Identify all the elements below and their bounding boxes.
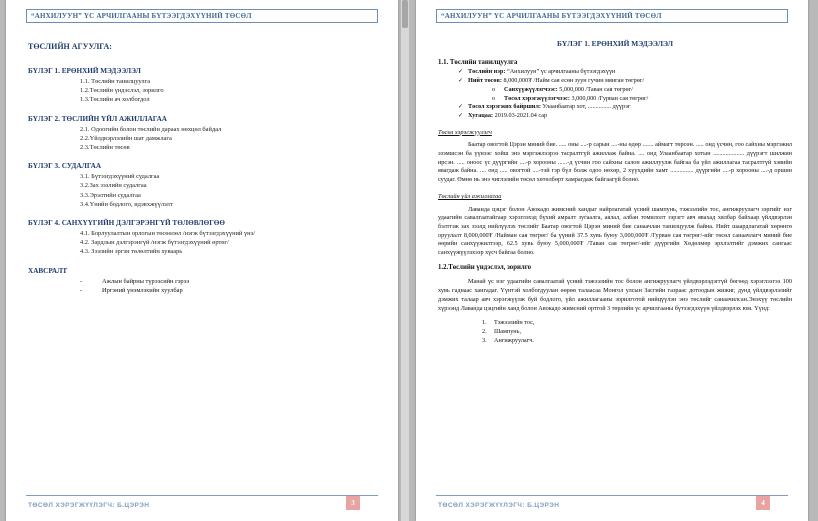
page-header: “АНХИЛУУН” ҮС АРЧИЛГААНЫ БҮТЭЭГДЭХҮҮНИЙ ТӨСӨЛ <box>436 9 788 23</box>
bullet-item: ✓ Төслийн нэр: “Анхилуун” үс арчилгааны бүтээгдэхүүн <box>458 68 616 76</box>
sub-bullet-item: o Санхүүжүүлэгчээс: 5,000,000 /Таван сая төгрөг/ <box>492 85 633 93</box>
chapter-title: БҮЛЭГ 1. ЕРӨНХИЙ МЭДЭЭЛЭЛ <box>556 39 674 48</box>
section-heading: 1.2.Төслийн үндэслэл, зорилго <box>438 263 532 271</box>
table-of-contents <box>28 42 378 295</box>
paragraph: Манай үс нэг удаагийн савалгаатай үсний тэжээлийн тос болон ангижруулагч үйлдвэрлэдэггүй бөгөөд хэрэглээгээ 100 хувь гаднаас хангадаг. Үүнтэй холбогдуулан өөрөө талаасаа Монгол улсын Засгийн газраас дотоодын жижиг, дунд үйлдвэрлэлийг дэмжих талаар авч хэрэгжүүлж буй бодлого, үйл ажиллагааны зорилготой нийцүүлэн энэ төслийг санаачилсан.Энэхүү төслийн хүрээнд Лаванда цэцгийн ханд болон Авокадо жимсний ортгой 3 төрлийн үс арчилгааны бүтээгдэхүүн үйлдвэрлэх юм. Үүнд: <box>438 278 792 312</box>
numbered-list <box>482 318 792 345</box>
checkmark-icon: ✓ <box>458 103 464 111</box>
appendix-item[interactable]: - Ажлын байрны түрээсийн гэрээ <box>80 277 190 285</box>
toc-section-1[interactable]: БҮЛЭГ 1. ЕРӨНХИЙ МЭДЭЭЛЭЛ <box>28 67 141 75</box>
circle-bullet-icon: o <box>492 94 496 102</box>
page-3 <box>6 0 398 521</box>
toc-item[interactable]: 3.3.Эрэлтийн судалгаа <box>80 191 141 199</box>
paragraph: Баатар овогтой Цэрэн миний бие. ..... оны ....-р сарын ....-ны өдөр ....... аймагт төрсөн. ..... онд үсчин, гоо сайхны мэргэжил эзэмшсэн ба үүнээс хойш энэ мэргэжлээрээ тасралтгүй ажиллаж байна. .... онд Улаанбаатар хотын .................... дүүрэгт шилжин ирсэн. ..... оноос үс дүүргийн ....-р хорооны ......-д үсчин гоо сайхны салон ажиллуулж байгаа ба үйл ажиллагаа тасралтгүй хэвийн явагдаж байна. .... онд ..... овогтой ....-тэй гэр бүл болж одоо нөхөр, 2 хүүхдийн хамт ............... дүүргийн ....-р хорооны ....-д оршин суудаг. Өмнө нь энэ чиглэлийн төсөл хөтөлбөрт хамрагдаж байгаагүй болно. <box>438 141 792 184</box>
bullet-item: ✓ Нийт төсөв: 8,000,000₮ /Найм сая есөн зуун гучин мянган төгрөг/ <box>458 77 645 85</box>
toc-item[interactable]: 3.4.Үнийн бодлого, идэвхжүүлэлт <box>80 200 173 208</box>
footer-text: ТӨСӨЛ ХЭРЭГЖҮҮЛЭГЧ: Б.ЦЭРЭН <box>438 502 560 509</box>
checkmark-icon: ✓ <box>458 111 464 119</box>
circle-bullet-icon: o <box>492 85 496 93</box>
toc-appendix[interactable]: ХАВСРАЛТ <box>28 266 68 275</box>
sub-bullet-item: o Төсөл хэрэгжүүлэгчээс: 3,000,000 /Гурван сая төгрөг/ <box>492 94 649 102</box>
subheading-activity: Төслийн үйл ажиллагаа <box>438 192 502 200</box>
scrollbar-thumb[interactable] <box>402 0 408 28</box>
toc-item[interactable]: 3.1. Бүтээгдэхүүний судалгаа <box>80 173 160 181</box>
appendix-item[interactable]: - Иргэний үнэмлэхийн хуулбар <box>80 286 183 294</box>
list-item: 3. Ангижруулагч. <box>482 337 534 345</box>
page-content <box>438 40 792 345</box>
toc-item[interactable]: 4.3. Зээлийн эргэн төлөлтийн хуваарь <box>80 248 183 256</box>
checkmark-icon: ✓ <box>458 77 464 85</box>
toc-section-2[interactable]: БҮЛЭГ 2. ТӨСЛИЙН ҮЙЛ АЖИЛЛАГАА <box>28 114 167 123</box>
bullet-item: ✓ Төсөл хэрэгжих байршил: Улаанбаатар хот, ............... дүүрэг <box>458 103 631 111</box>
subheading-intro: Төсөл хэрэгжүүлэгч <box>438 128 492 136</box>
toc-item[interactable]: 1.2.Төслийн үндэслэл, зорилго <box>80 87 164 95</box>
toc-section-4[interactable]: БҮЛЭГ 4. САНХҮҮГИЙН ДЭЛГЭРЭНГҮЙ ТӨЛӨВЛӨГӨӨ <box>28 219 225 228</box>
footer-text: ТӨСӨЛ ХЭРЭГЖҮҮЛЭГЧ: Б.ЦЭРЭН <box>28 502 150 509</box>
page-header: “АНХИЛУУН” ҮС АРЧИЛГААНЫ БҮТЭЭГДЭХҮҮНИЙ ТӨСӨЛ <box>26 9 378 23</box>
page-number: 4 <box>756 496 770 510</box>
list-item: 2. Шампунь, <box>482 328 521 336</box>
toc-item[interactable]: 3.2.Зах зээлийн судалгаа <box>80 182 147 190</box>
paragraph: Лаванда цэцэг болон Авокадо жимсний хандыг найрлагатай үсний шампунь, тэжээлийн тос, ангижруулагч зэргийг нэг удаагийн савалгаатайгаар хэрэглэхэд бүхий амралт зугаалга, аялал, албан томилолт зэрэгт авч явахад хялбар байхаар үйлдвэрлэн бэлтгэж зах зээлд нийлүүлэх төслийг Баатар овогтой Цэрэн миний бие санаачлан танилцуулж байна. Нийт шаардлагатай хөрөнгө оруулалт 8,000,000₮ /Найман сая төгрөг/ ба үүний 37.5 хувь буюу 3,000,000₮ /Гурван сая төгрөг/-ийг төсөл санаачлагч миний бие өөрийн санхүүжилтээр, 62.5 хувь буюу 5,000,000₮ /Таван сая төгрөг/-ийг дүүргийн Хөдөлмөр эрхлэлтийг дэмжих сангаас санхүүжүүлэхээр хүсч байгаа болно. <box>438 205 792 257</box>
toc-item[interactable]: 4.2. Зардлын дэлгэрэнгүй /нэгж бүтээгдэхүүний өртөг/ <box>80 239 229 247</box>
toc-section-3[interactable]: БҮЛЭГ 3. СУДАЛГАА <box>28 162 102 171</box>
list-item: 1. Тэжээлийн тос, <box>482 319 535 327</box>
page-footer <box>26 495 378 513</box>
toc-item[interactable]: 1.1. Төслийн танилцуулга <box>80 78 151 85</box>
toc-item[interactable]: 1.3.Төслийн ач холбогдол <box>80 96 150 104</box>
bullet-item: ✓ Хугацаа: 2019.03-2021.04 сар <box>458 111 548 119</box>
toc-item[interactable]: 2.1. Одоогийн болон төслийн дараах нөхцөл байдал <box>80 125 222 133</box>
page-number: 3 <box>346 496 360 510</box>
toc-item[interactable]: 2.3.Төслийн төсөв <box>80 144 130 152</box>
vertical-scrollbar[interactable] <box>401 0 409 521</box>
page-4 <box>416 0 808 521</box>
toc-item[interactable]: 2.2.Үйлдвэрлэлийн шат дамжлага <box>80 134 172 142</box>
toc-item[interactable]: 4.1. Борлуулалтын орлогын төсөөлөл /нэгж бүтээгдэхүүний үнэ/ <box>80 230 256 238</box>
page-footer <box>436 495 788 513</box>
toc-title: ТӨСЛИЙН АГУУЛГА: <box>28 42 112 51</box>
section-heading: 1.1. Төслийн танилцуулга <box>438 58 518 66</box>
checkmark-icon: ✓ <box>458 68 464 76</box>
